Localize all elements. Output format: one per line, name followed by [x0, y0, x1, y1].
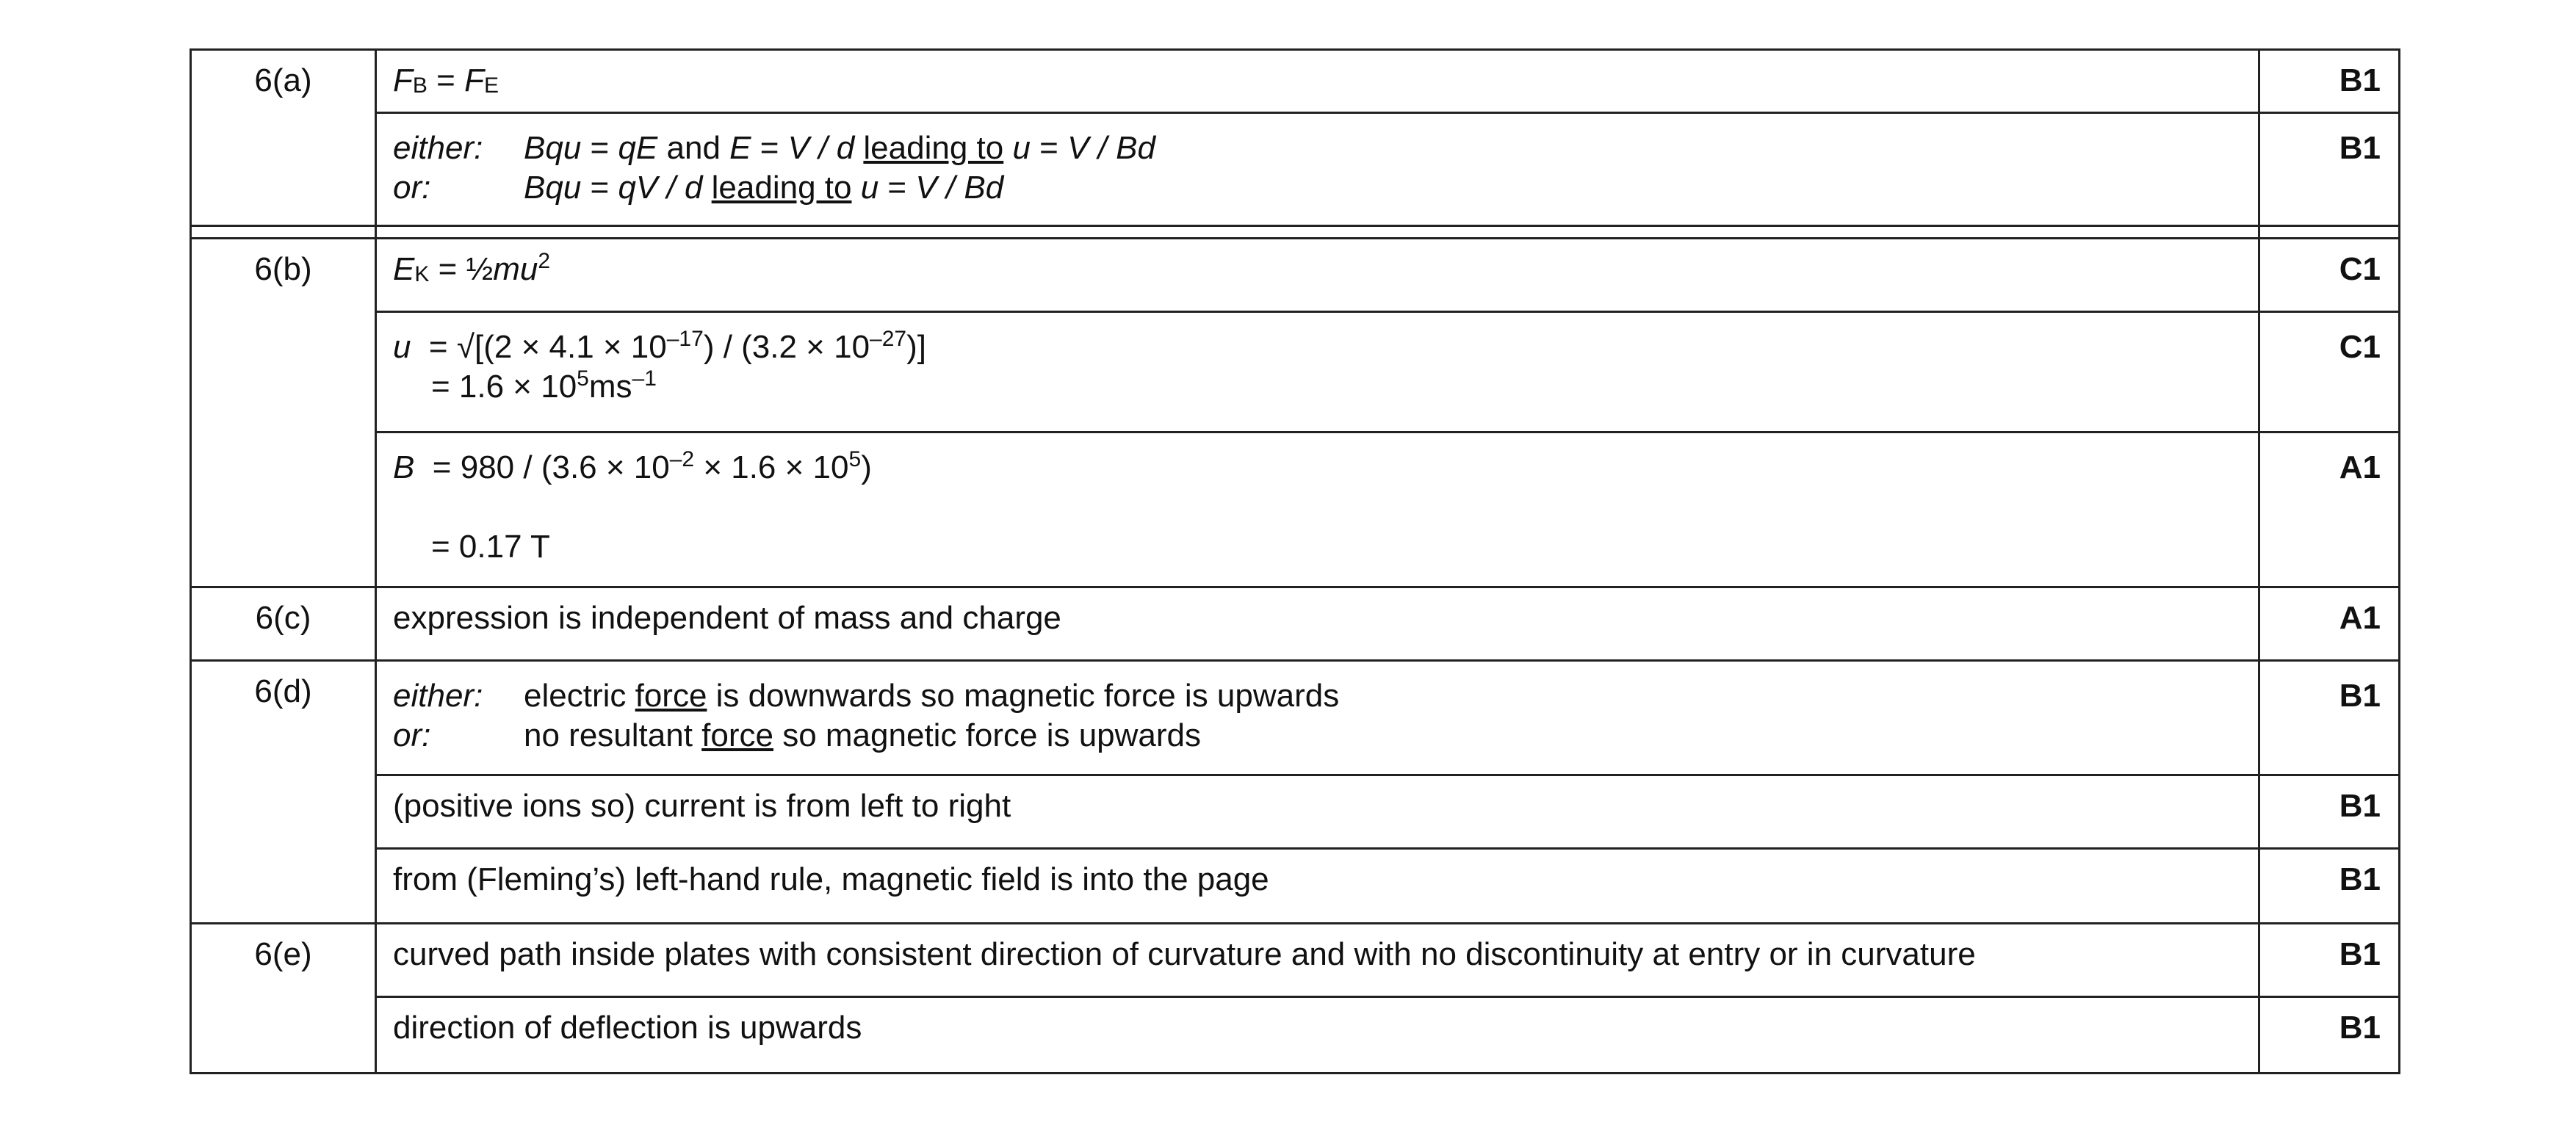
- mark-cell: A1: [2259, 587, 2400, 661]
- answer-cell: direction of deflection is upwards: [376, 997, 2259, 1074]
- question-number: 6(c): [191, 587, 376, 661]
- question-number: 6(a): [191, 50, 376, 226]
- mark-cell: B1: [2259, 50, 2400, 113]
- table-row: [191, 775, 2400, 849]
- mark-cell: B1: [2259, 997, 2400, 1074]
- table-row: [191, 924, 2400, 997]
- answer-cell: $u = √[(2 \times 4.1 \times 10^{-17}) / (3.2 \times 10^{-27})]$ = $1.6 \times 10^5ms^{-1}$: [376, 312, 2259, 432]
- answer-cell: either: electric force is downwards so magnetic force is upwards or: no resultant force so magnetic force is upwards: [376, 661, 2259, 775]
- table-row: [191, 50, 2400, 113]
- answer-cell: from (Fleming’s) left-hand rule, magnetic field is into the page: [376, 849, 2259, 924]
- answer-cell: $F_B = F_E$: [376, 50, 2259, 113]
- table-row: [191, 661, 2400, 775]
- table-row: [191, 849, 2400, 924]
- answer-cell: curved path inside plates with consistent direction of curvature and with no discontinuity at entry or in curvature: [376, 924, 2259, 997]
- answer-cell: (positive ions so) current is from left to right: [376, 775, 2259, 849]
- table-row: [191, 312, 2400, 432]
- table-row: [191, 432, 2400, 587]
- mark-cell: C1: [2259, 239, 2400, 312]
- answer-cell: expression is independent of mass and charge: [376, 587, 2259, 661]
- answer-cell: either: Bqu = qE and E = V / d leading to u = V / Bd or: Bqu = qV / d leading to u = V / Bd: [376, 113, 2259, 226]
- mark-cell: B1: [2259, 924, 2400, 997]
- question-number: 6(d): [191, 661, 376, 924]
- table-row: [191, 997, 2400, 1074]
- mark-scheme-table: [190, 48, 2400, 1074]
- mark-cell: B1: [2259, 661, 2400, 775]
- mark-cell: A1: [2259, 432, 2400, 587]
- mark-cell: B1: [2259, 113, 2400, 226]
- table-row: [191, 239, 2400, 312]
- mark-cell: B1: [2259, 849, 2400, 924]
- mark-cell: B1: [2259, 775, 2400, 849]
- answer-cell: $B = 980 / (3.6 \times 10^{-2} \times 1.6 \times 10^5)$ = 0.17 T: [376, 432, 2259, 587]
- question-number: 6(b): [191, 239, 376, 587]
- question-number: 6(e): [191, 924, 376, 1074]
- mark-cell: C1: [2259, 312, 2400, 432]
- separator-row: [191, 226, 2400, 239]
- table-row: [191, 113, 2400, 226]
- table-row: [191, 587, 2400, 661]
- answer-cell: $E_K$ = $\frac{1}{2}mu^2$: [376, 239, 2259, 312]
- mark-scheme-sheet: [190, 48, 2398, 1074]
